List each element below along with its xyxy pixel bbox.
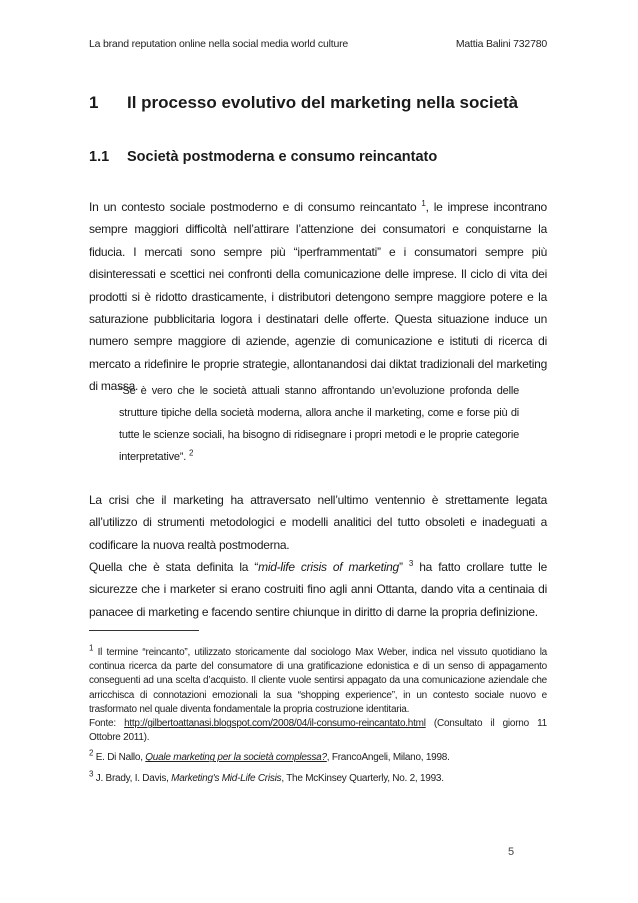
footnote-3-author: J. Brady, I. Davis, (93, 772, 172, 784)
paragraph-1-text-b: , le imprese incontrano sempre maggiori difficoltà nell’attirare l’attenzione dei consumatori e conquistarne la fiducia. I mercati sono sempre più “iperframmentati” e i consumatori sempre più disinteressati e scettici nei confronti della comunicazione delle imprese. Il ciclo di vita dei prodotti si è ridotto drasticamente, i distributori detengono sempre maggiore potere e la saturazione pubblicitaria logora i destinatari delle offerte. Questa situazione induce un numero sempre maggiore di aziende, agenzie di comunicazione e istituti di ricerca di mercato a ridefinire le proprie strategie, allontanandosi dai diktat tradizionali del marketing di massa. (89, 200, 547, 394)
paragraph-3 (89, 556, 547, 623)
footnote-2-title: Quale marketing per la società complessa? (145, 752, 327, 764)
footnote-1-number: 1 (89, 643, 94, 653)
footnote-2-number: 2 (89, 749, 94, 759)
paragraph-1 (89, 196, 547, 398)
paragraph-1-text-a: In un contesto sociale postmoderno e di consumo reincantato (89, 200, 417, 214)
chapter-title: Il processo evolutivo del marketing nella società (127, 93, 519, 112)
footnote-3-number: 3 (89, 769, 94, 779)
section-number: 1.1 (89, 149, 110, 165)
footnote-1-source-label: Fonte: (89, 718, 125, 730)
chapter-number: 1 (89, 93, 99, 112)
footnote-1-consulted: (Consultato il giorno 11 Ottobre 2011). (89, 718, 547, 744)
header-title: La brand reputation online nella social media world culture (89, 38, 349, 50)
footnotes (89, 643, 547, 792)
footnote-ref-2[interactable]: 2 (188, 448, 194, 458)
page-number: 5 (508, 846, 515, 858)
paragraph-3-emphasis: mid-life crisis of marketing (258, 560, 399, 574)
footnote-3-rest: , The McKinsey Quarterly, No. 2, 1993. (281, 772, 444, 784)
block-quote (119, 380, 519, 468)
footnote-3-title: Marketing's Mid-Life Crisis (171, 772, 282, 784)
paragraph-3-text-c: ha fatto crollare tutte le sicurezze che i marketer si erano costruiti fino agli anni Ottanta, dando vita a centinaia di panacee di marketing e facendo sentire chiunque in diritto di darne la propria definizione. (89, 560, 547, 619)
header-author: Mattia Balini 732780 (455, 38, 547, 50)
section-title: Società postmoderna e consumo reincantato (127, 149, 438, 165)
footnote-3 (89, 769, 547, 786)
footnote-ref-3[interactable]: 3 (408, 559, 414, 568)
running-header (89, 38, 547, 50)
quote-text: “Se è vero che le società attuali stanno affrontando un’evoluzione profonda delle strutture tipiche della società moderna, allora anche il marketing, come e forse più di tutte le scienze sociali, ha bisogno di ridisegnare i propri metodi e le proprie categorie interpretative”. (119, 385, 519, 463)
footnote-1-link[interactable]: http://gilbertoattanasi.blogspot.com/2008/04/il-consumo-reincantato.html (124, 718, 426, 730)
footnote-2-author: E. Di Nallo, (93, 752, 146, 764)
footnote-1-text: Il termine “reincanto”, utilizzato storicamente dal sociologo Max Weber, indica nel vissuto quotidiano la continua ricerca da parte del consumatore di una gratificazione edonistica e di un senso di appagamento conseguenti ad una scelta d’acquisto. Il cliente vuole sentirsi appagato da una comunicazione aziendale che arricchisca di connotazioni emozionali la sua “shopping experience”, in un contesto sociale nuovo e trasformato nel quale diventa fondamentale la propria costruzione identitaria. (89, 647, 547, 715)
footnote-separator (89, 630, 199, 631)
footnote-2-rest: , FrancoAngeli, Milano, 1998. (326, 752, 450, 764)
paragraph-2-text: La crisi che il marketing ha attraversato nell’ultimo ventennio è strettamente legata all’utilizzo di strumenti metodologici e modelli analitici del tutto obsoleti e inadeguati a codificare la nuova realtà postmoderna. (89, 493, 547, 552)
paragraph-3-text-b: ” (398, 560, 403, 574)
chapter-heading (89, 93, 549, 113)
paragraph-3-text-a: Quella che è stata definita la “ (89, 560, 259, 574)
footnote-1 (89, 643, 547, 745)
footnote-2 (89, 751, 547, 765)
footnote-ref-1[interactable]: 1 (421, 199, 426, 208)
section-heading (89, 149, 549, 165)
paragraph-2 (89, 489, 547, 556)
